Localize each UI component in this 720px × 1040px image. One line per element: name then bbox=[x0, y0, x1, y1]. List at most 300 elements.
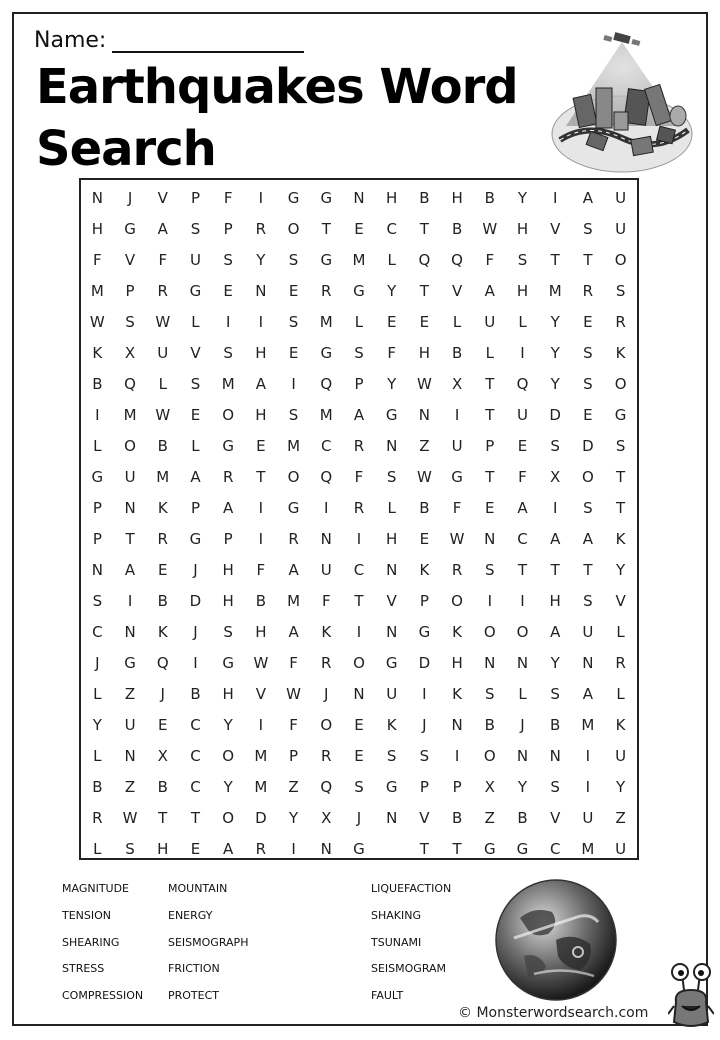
grid-cell[interactable]: G bbox=[353, 282, 365, 300]
grid-cell[interactable]: F bbox=[289, 716, 298, 734]
grid-cell[interactable]: U bbox=[615, 220, 627, 238]
grid-cell[interactable]: O bbox=[581, 468, 594, 486]
grid-cell[interactable]: F bbox=[93, 251, 102, 269]
grid-cell[interactable]: U bbox=[157, 344, 169, 362]
grid-cell[interactable]: S bbox=[386, 468, 397, 486]
grid-cell[interactable]: I bbox=[454, 406, 460, 424]
grid-cell[interactable]: E bbox=[158, 561, 168, 579]
grid-cell[interactable]: E bbox=[190, 406, 201, 424]
grid-cell[interactable]: R bbox=[157, 282, 168, 300]
grid-cell[interactable]: S bbox=[550, 437, 560, 455]
grid-cell[interactable]: Y bbox=[288, 809, 299, 827]
grid-cell[interactable]: N bbox=[91, 561, 103, 579]
grid-cell[interactable]: P bbox=[289, 747, 299, 765]
grid-cell[interactable]: I bbox=[258, 716, 264, 734]
grid-cell[interactable]: S bbox=[517, 251, 528, 269]
grid-cell[interactable]: S bbox=[288, 406, 299, 424]
grid-cell[interactable]: S bbox=[354, 778, 364, 796]
grid-cell[interactable]: R bbox=[255, 840, 267, 858]
grid-cell[interactable]: P bbox=[223, 530, 233, 548]
name-blank-line[interactable] bbox=[112, 31, 304, 53]
grid-cell[interactable]: G bbox=[91, 468, 104, 486]
grid-cell[interactable]: L bbox=[158, 375, 167, 393]
grid-cell[interactable]: S bbox=[485, 561, 495, 579]
grid-cell[interactable]: T bbox=[190, 809, 201, 827]
grid-cell[interactable]: S bbox=[583, 344, 593, 362]
grid-cell[interactable]: B bbox=[190, 685, 201, 703]
grid-cell[interactable]: P bbox=[419, 592, 429, 610]
grid-cell[interactable]: A bbox=[190, 468, 201, 486]
grid-cell[interactable]: R bbox=[321, 747, 332, 765]
grid-cell[interactable]: H bbox=[549, 592, 561, 610]
grid-cell[interactable]: B bbox=[419, 189, 430, 207]
grid-cell[interactable]: G bbox=[222, 437, 234, 455]
grid-cell[interactable]: M bbox=[581, 840, 595, 858]
grid-cell[interactable]: S bbox=[354, 344, 364, 362]
grid-cell[interactable]: S bbox=[190, 220, 201, 238]
grid-cell[interactable]: L bbox=[616, 623, 625, 641]
grid-cell[interactable]: S bbox=[92, 592, 103, 610]
grid-cell[interactable]: Q bbox=[320, 778, 333, 796]
grid-cell[interactable]: C bbox=[386, 220, 397, 238]
grid-cell[interactable]: U bbox=[451, 437, 463, 455]
grid-cell[interactable]: P bbox=[354, 375, 364, 393]
grid-cell[interactable]: W bbox=[416, 375, 432, 393]
grid-cell[interactable]: C bbox=[517, 530, 528, 548]
grid-cell[interactable]: N bbox=[549, 747, 561, 765]
grid-cell[interactable]: Y bbox=[92, 716, 102, 734]
grid-cell[interactable]: L bbox=[485, 344, 494, 362]
grid-cell[interactable]: S bbox=[190, 375, 201, 393]
grid-cell[interactable]: G bbox=[418, 623, 431, 641]
grid-cell[interactable]: A bbox=[255, 375, 266, 393]
grid-cell[interactable]: M bbox=[254, 778, 268, 796]
grid-cell[interactable]: W bbox=[89, 313, 105, 331]
grid-cell[interactable]: L bbox=[616, 685, 625, 703]
grid-cell[interactable]: I bbox=[552, 189, 558, 207]
grid-cell[interactable]: I bbox=[95, 406, 100, 424]
grid-cell[interactable]: A bbox=[550, 530, 561, 548]
grid-cell[interactable]: I bbox=[487, 592, 492, 610]
grid-cell[interactable]: V bbox=[615, 592, 626, 610]
grid-cell[interactable]: B bbox=[92, 375, 103, 393]
grid-cell[interactable]: P bbox=[190, 189, 200, 207]
grid-cell[interactable]: W bbox=[253, 654, 269, 672]
grid-cell[interactable]: L bbox=[93, 840, 102, 858]
grid-cell[interactable]: D bbox=[418, 654, 431, 672]
grid-cell[interactable]: S bbox=[583, 375, 593, 393]
grid-cell[interactable]: L bbox=[93, 685, 102, 703]
grid-cell[interactable]: P bbox=[452, 778, 462, 796]
grid-cell[interactable]: V bbox=[386, 592, 397, 610]
grid-cell[interactable]: M bbox=[221, 375, 235, 393]
grid-cell[interactable]: P bbox=[190, 499, 200, 517]
grid-cell[interactable]: L bbox=[518, 685, 527, 703]
grid-cell[interactable]: A bbox=[517, 499, 528, 517]
grid-cell[interactable]: A bbox=[124, 561, 136, 579]
grid-cell[interactable]: T bbox=[485, 468, 495, 486]
grid-cell[interactable]: B bbox=[157, 437, 168, 455]
grid-cell[interactable]: C bbox=[190, 747, 201, 765]
grid-cell[interactable]: I bbox=[193, 654, 198, 672]
grid-cell[interactable]: U bbox=[386, 685, 398, 703]
grid-cell[interactable]: T bbox=[616, 499, 626, 517]
grid-cell[interactable]: R bbox=[615, 654, 626, 672]
grid-cell[interactable]: S bbox=[583, 592, 593, 610]
grid-cell[interactable]: Q bbox=[320, 468, 333, 486]
grid-cell[interactable]: I bbox=[258, 313, 264, 331]
grid-cell[interactable]: S bbox=[288, 251, 299, 269]
grid-cell[interactable]: M bbox=[287, 437, 301, 455]
grid-cell[interactable]: I bbox=[258, 530, 264, 548]
grid-cell[interactable]: A bbox=[582, 530, 594, 548]
grid-cell[interactable]: R bbox=[288, 530, 299, 548]
grid-cell[interactable]: U bbox=[582, 623, 594, 641]
grid-cell[interactable]: R bbox=[157, 530, 168, 548]
grid-cell[interactable]: G bbox=[189, 282, 202, 300]
grid-cell[interactable]: L bbox=[387, 499, 396, 517]
grid-cell[interactable]: S bbox=[223, 251, 233, 269]
grid-cell[interactable]: E bbox=[517, 437, 528, 455]
grid-cell[interactable]: N bbox=[516, 654, 529, 672]
grid-cell[interactable]: S bbox=[615, 437, 626, 455]
grid-cell[interactable]: H bbox=[516, 282, 529, 300]
grid-cell[interactable]: Q bbox=[124, 375, 136, 393]
grid-cell[interactable]: G bbox=[189, 530, 202, 548]
grid-cell[interactable]: V bbox=[550, 809, 561, 827]
grid-cell[interactable]: M bbox=[90, 282, 104, 300]
grid-cell[interactable]: S bbox=[223, 344, 233, 362]
grid-cell[interactable]: F bbox=[158, 251, 168, 269]
grid-cell[interactable]: Y bbox=[550, 344, 560, 362]
grid-cell[interactable]: S bbox=[583, 499, 593, 517]
grid-cell[interactable]: B bbox=[517, 809, 528, 827]
grid-cell[interactable]: F bbox=[387, 344, 396, 362]
grid-cell[interactable]: O bbox=[222, 809, 235, 827]
grid-cell[interactable]: K bbox=[157, 623, 168, 641]
grid-cell[interactable]: J bbox=[324, 685, 329, 703]
grid-cell[interactable]: N bbox=[320, 840, 332, 858]
grid-cell[interactable]: H bbox=[157, 840, 169, 858]
grid-cell[interactable]: K bbox=[452, 685, 462, 703]
grid-cell[interactable]: I bbox=[585, 778, 591, 796]
grid-cell[interactable]: G bbox=[385, 406, 398, 424]
grid-cell[interactable]: N bbox=[582, 654, 594, 672]
grid-cell[interactable]: W bbox=[416, 468, 432, 486]
grid-cell[interactable]: T bbox=[616, 468, 626, 486]
grid-cell[interactable]: Y bbox=[517, 778, 528, 796]
grid-cell[interactable]: T bbox=[125, 530, 135, 548]
grid-cell[interactable]: N bbox=[516, 747, 529, 765]
grid-cell[interactable]: C bbox=[92, 623, 103, 641]
grid-cell[interactable]: X bbox=[157, 747, 168, 765]
grid-cell[interactable]: G bbox=[614, 406, 627, 424]
grid-cell[interactable]: G bbox=[320, 344, 333, 362]
grid-cell[interactable]: W bbox=[449, 530, 465, 548]
grid-cell[interactable]: V bbox=[419, 809, 430, 827]
grid-cell[interactable]: Y bbox=[387, 282, 397, 300]
grid-cell[interactable]: H bbox=[516, 220, 529, 238]
grid-cell[interactable]: F bbox=[256, 561, 266, 579]
grid-cell[interactable]: A bbox=[288, 623, 299, 641]
grid-cell[interactable]: H bbox=[255, 406, 267, 424]
grid-cell[interactable]: H bbox=[222, 592, 234, 610]
grid-cell[interactable]: Y bbox=[223, 716, 233, 734]
grid-cell[interactable]: W bbox=[122, 809, 138, 827]
grid-cell[interactable]: N bbox=[484, 654, 496, 672]
grid-cell[interactable]: J bbox=[160, 685, 165, 703]
grid-cell[interactable]: K bbox=[386, 716, 397, 734]
grid-cell[interactable]: R bbox=[255, 220, 267, 238]
grid-cell[interactable]: B bbox=[157, 592, 168, 610]
grid-cell[interactable]: N bbox=[386, 623, 398, 641]
grid-cell[interactable]: V bbox=[550, 220, 561, 238]
grid-cell[interactable]: B bbox=[419, 499, 430, 517]
grid-cell[interactable]: M bbox=[319, 406, 333, 424]
grid-cell[interactable]: K bbox=[615, 344, 626, 362]
grid-cell[interactable]: O bbox=[516, 623, 529, 641]
grid-cell[interactable]: M bbox=[581, 716, 595, 734]
grid-cell[interactable]: I bbox=[127, 592, 133, 610]
grid-cell[interactable]: T bbox=[158, 809, 168, 827]
grid-cell[interactable]: M bbox=[319, 313, 333, 331]
grid-cell[interactable]: H bbox=[222, 561, 234, 579]
grid-cell[interactable]: U bbox=[124, 716, 136, 734]
grid-cell[interactable]: V bbox=[451, 282, 463, 300]
grid-cell[interactable]: V bbox=[255, 685, 266, 703]
grid-cell[interactable]: H bbox=[386, 530, 398, 548]
grid-cell[interactable]: V bbox=[124, 251, 136, 269]
grid-cell[interactable]: P bbox=[92, 530, 102, 548]
grid-cell[interactable]: N bbox=[124, 747, 136, 765]
grid-cell[interactable]: E bbox=[256, 437, 266, 455]
grid-cell[interactable]: D bbox=[549, 406, 561, 424]
grid-cell[interactable]: I bbox=[454, 747, 460, 765]
grid-cell[interactable]: L bbox=[354, 313, 364, 331]
grid-cell[interactable]: E bbox=[583, 313, 593, 331]
grid-cell[interactable]: E bbox=[485, 499, 495, 517]
grid-cell[interactable]: G bbox=[320, 189, 333, 207]
grid-cell[interactable]: S bbox=[583, 220, 593, 238]
grid-cell[interactable]: F bbox=[289, 654, 298, 672]
grid-cell[interactable]: B bbox=[550, 716, 561, 734]
grid-cell[interactable]: O bbox=[353, 654, 365, 672]
grid-cell[interactable]: B bbox=[92, 778, 103, 796]
grid-cell[interactable]: N bbox=[418, 406, 430, 424]
grid-cell[interactable]: P bbox=[485, 437, 495, 455]
grid-cell[interactable]: O bbox=[222, 406, 235, 424]
grid-cell[interactable]: U bbox=[320, 561, 332, 579]
grid-cell[interactable]: O bbox=[614, 375, 627, 393]
grid-cell[interactable]: K bbox=[419, 561, 430, 579]
grid-cell[interactable]: M bbox=[156, 468, 170, 486]
grid-cell[interactable]: S bbox=[485, 685, 495, 703]
grid-cell[interactable]: K bbox=[157, 499, 168, 517]
grid-cell[interactable]: Z bbox=[615, 809, 626, 827]
grid-cell[interactable]: F bbox=[452, 499, 462, 517]
grid-cell[interactable]: R bbox=[222, 468, 234, 486]
grid-cell[interactable]: D bbox=[255, 809, 267, 827]
grid-cell[interactable]: A bbox=[223, 840, 234, 858]
grid-cell[interactable]: A bbox=[223, 499, 234, 517]
grid-cell[interactable]: E bbox=[583, 406, 593, 424]
grid-cell[interactable]: G bbox=[287, 189, 300, 207]
grid-cell[interactable]: T bbox=[550, 251, 560, 269]
grid-cell[interactable]: H bbox=[255, 344, 267, 362]
grid-cell[interactable]: O bbox=[287, 220, 300, 238]
grid-cell[interactable]: M bbox=[123, 406, 137, 424]
grid-cell[interactable]: Z bbox=[124, 685, 136, 703]
grid-cell[interactable] bbox=[375, 834, 408, 865]
grid-cell[interactable]: T bbox=[485, 406, 495, 424]
grid-cell[interactable]: U bbox=[615, 189, 627, 207]
grid-cell[interactable]: A bbox=[582, 685, 594, 703]
grid-cell[interactable]: F bbox=[518, 468, 527, 486]
grid-cell[interactable]: I bbox=[225, 313, 231, 331]
grid-cell[interactable]: I bbox=[552, 499, 558, 517]
grid-cell[interactable]: A bbox=[157, 220, 168, 238]
grid-cell[interactable]: B bbox=[451, 344, 463, 362]
grid-cell[interactable]: E bbox=[419, 530, 430, 548]
grid-cell[interactable]: G bbox=[385, 778, 398, 796]
grid-cell[interactable]: C bbox=[321, 437, 332, 455]
grid-cell[interactable]: L bbox=[191, 437, 200, 455]
grid-cell[interactable]: S bbox=[288, 313, 299, 331]
grid-cell[interactable]: G bbox=[222, 654, 234, 672]
grid-cell[interactable]: U bbox=[124, 468, 136, 486]
grid-cell[interactable]: P bbox=[223, 220, 233, 238]
grid-cell[interactable]: N bbox=[91, 189, 103, 207]
grid-cell[interactable]: F bbox=[485, 251, 495, 269]
grid-cell[interactable]: G bbox=[320, 251, 333, 269]
grid-cell[interactable]: N bbox=[124, 499, 136, 517]
grid-cell[interactable]: O bbox=[222, 747, 235, 765]
grid-cell[interactable]: L bbox=[93, 437, 102, 455]
grid-cell[interactable]: S bbox=[419, 747, 430, 765]
grid-cell[interactable]: I bbox=[585, 747, 591, 765]
grid-cell[interactable]: A bbox=[550, 623, 561, 641]
grid-cell[interactable]: T bbox=[452, 840, 462, 858]
grid-cell[interactable]: W bbox=[286, 685, 301, 703]
grid-cell[interactable]: H bbox=[255, 623, 267, 641]
grid-cell[interactable]: R bbox=[451, 561, 463, 579]
grid-cell[interactable]: H bbox=[451, 654, 463, 672]
grid-cell[interactable]: X bbox=[451, 375, 463, 393]
grid-cell[interactable]: U bbox=[517, 406, 528, 424]
grid-cell[interactable]: M bbox=[287, 592, 301, 610]
grid-cell[interactable]: E bbox=[288, 282, 299, 300]
grid-cell[interactable]: S bbox=[125, 840, 135, 858]
grid-cell[interactable]: F bbox=[223, 189, 233, 207]
grid-cell[interactable]: T bbox=[419, 220, 429, 238]
grid-cell[interactable]: L bbox=[452, 313, 462, 331]
grid-cell[interactable]: V bbox=[157, 189, 168, 207]
grid-cell[interactable]: F bbox=[354, 468, 364, 486]
grid-cell[interactable]: Y bbox=[387, 375, 397, 393]
grid-cell[interactable]: B bbox=[451, 809, 463, 827]
grid-cell[interactable]: N bbox=[386, 809, 398, 827]
grid-cell[interactable]: A bbox=[484, 282, 495, 300]
grid-cell[interactable]: W bbox=[155, 313, 171, 331]
grid-cell[interactable]: I bbox=[356, 623, 362, 641]
grid-cell[interactable]: C bbox=[549, 840, 561, 858]
grid-cell[interactable]: R bbox=[582, 282, 594, 300]
grid-cell[interactable]: Q bbox=[516, 375, 529, 393]
grid-cell[interactable]: P bbox=[419, 778, 429, 796]
grid-cell[interactable]: T bbox=[517, 561, 528, 579]
grid-cell[interactable]: G bbox=[451, 468, 463, 486]
grid-cell[interactable]: E bbox=[386, 313, 397, 331]
grid-cell[interactable]: H bbox=[418, 344, 431, 362]
grid-cell[interactable]: C bbox=[190, 716, 201, 734]
grid-cell[interactable]: K bbox=[615, 530, 626, 548]
grid-cell[interactable]: D bbox=[582, 437, 594, 455]
grid-cell[interactable]: I bbox=[258, 499, 264, 517]
grid-cell[interactable]: R bbox=[353, 499, 365, 517]
grid-cell[interactable]: N bbox=[451, 716, 463, 734]
grid-cell[interactable]: K bbox=[615, 716, 626, 734]
grid-cell[interactable]: H bbox=[386, 189, 398, 207]
grid-cell[interactable]: U bbox=[484, 313, 496, 331]
grid-cell[interactable]: T bbox=[485, 375, 495, 393]
grid-cell[interactable]: C bbox=[190, 778, 201, 796]
grid-cell[interactable]: N bbox=[386, 561, 398, 579]
grid-cell[interactable]: I bbox=[291, 375, 296, 393]
grid-cell[interactable]: M bbox=[548, 282, 562, 300]
grid-cell[interactable]: W bbox=[482, 220, 498, 238]
grid-cell[interactable]: N bbox=[353, 685, 365, 703]
grid-cell[interactable]: E bbox=[354, 716, 364, 734]
grid-cell[interactable]: J bbox=[127, 189, 133, 207]
grid-cell[interactable]: N bbox=[353, 189, 365, 207]
grid-cell[interactable]: I bbox=[324, 499, 329, 517]
grid-cell[interactable]: Z bbox=[419, 437, 430, 455]
grid-cell[interactable]: T bbox=[419, 282, 429, 300]
grid-cell[interactable]: R bbox=[92, 809, 103, 827]
grid-cell[interactable]: A bbox=[353, 406, 365, 424]
grid-cell[interactable]: E bbox=[223, 282, 233, 300]
grid-cell[interactable]: A bbox=[288, 561, 299, 579]
grid-cell[interactable]: X bbox=[124, 344, 136, 362]
grid-cell[interactable]: B bbox=[255, 592, 267, 610]
grid-cell[interactable]: H bbox=[222, 685, 234, 703]
grid-cell[interactable]: O bbox=[614, 251, 627, 269]
grid-cell[interactable]: O bbox=[124, 437, 136, 455]
grid-cell[interactable]: G bbox=[483, 840, 496, 858]
grid-cell[interactable]: O bbox=[320, 716, 333, 734]
grid-cell[interactable]: Q bbox=[451, 251, 463, 269]
grid-cell[interactable]: G bbox=[353, 840, 365, 858]
grid-cell[interactable]: T bbox=[354, 592, 364, 610]
grid-cell[interactable]: X bbox=[550, 468, 561, 486]
grid-cell[interactable]: U bbox=[615, 747, 627, 765]
grid-cell[interactable]: Y bbox=[550, 654, 560, 672]
grid-cell[interactable]: T bbox=[256, 468, 266, 486]
grid-cell[interactable]: I bbox=[356, 530, 362, 548]
grid-cell[interactable]: J bbox=[95, 654, 100, 672]
grid-cell[interactable]: I bbox=[291, 840, 296, 858]
grid-cell[interactable]: O bbox=[483, 747, 496, 765]
grid-cell[interactable]: R bbox=[321, 282, 332, 300]
grid-cell[interactable]: V bbox=[190, 344, 201, 362]
grid-cell[interactable]: M bbox=[254, 747, 268, 765]
grid-cell[interactable]: E bbox=[354, 747, 364, 765]
grid-cell[interactable]: G bbox=[385, 654, 398, 672]
grid-cell[interactable]: L bbox=[93, 747, 102, 765]
grid-cell[interactable]: S bbox=[615, 282, 626, 300]
grid-cell[interactable]: A bbox=[582, 189, 594, 207]
grid-cell[interactable]: S bbox=[223, 623, 233, 641]
